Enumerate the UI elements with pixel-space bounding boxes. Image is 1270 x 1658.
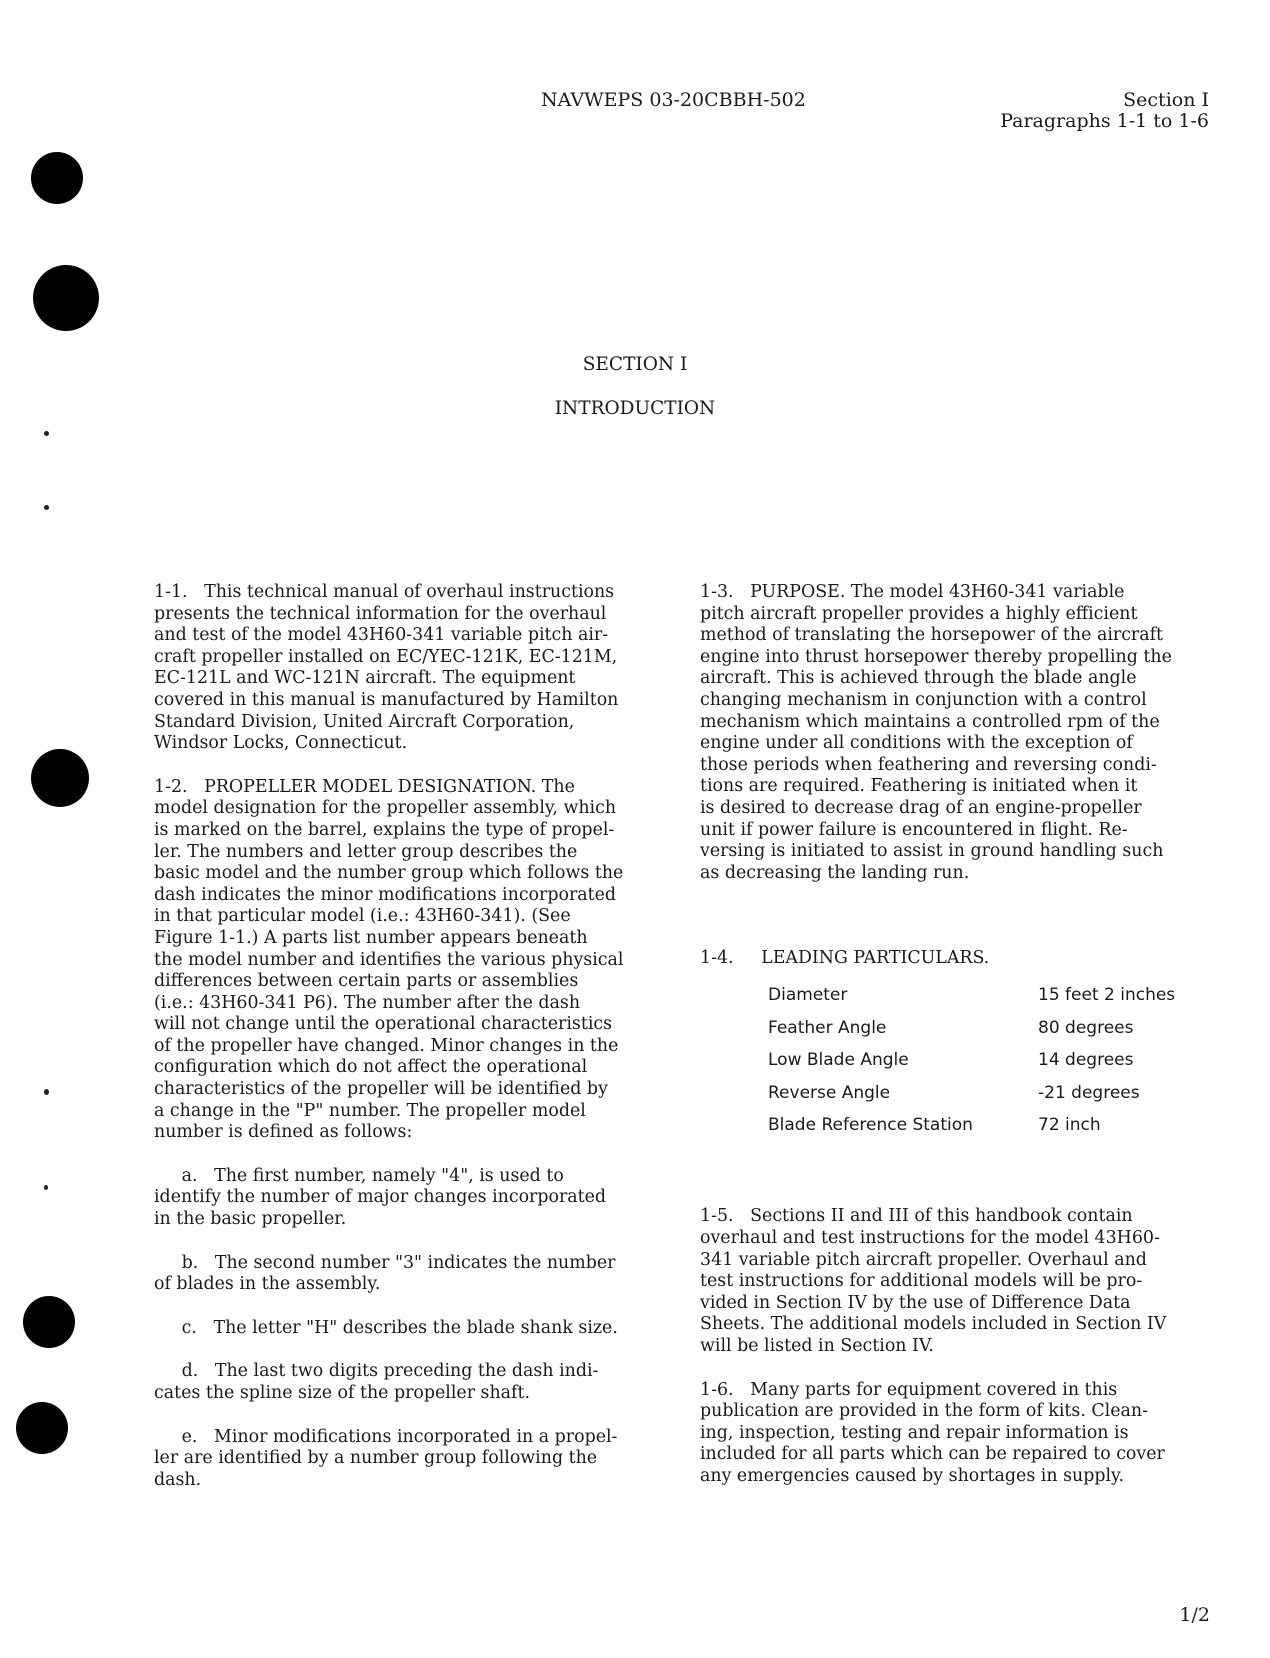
text-line: e. Minor modifications incorporated in a propel- bbox=[154, 1426, 618, 1447]
particular-name: Diameter bbox=[768, 985, 848, 1006]
text-line: those periods when feathering and reversing condi- bbox=[700, 754, 1157, 775]
text-line: in the basic propeller. bbox=[154, 1209, 347, 1230]
text-line: b. The second number "3" indicates the number bbox=[154, 1252, 616, 1273]
text-line: is marked on the barrel, explains the type of propel- bbox=[154, 819, 615, 840]
text-line: and test of the model 43H60-341 variable pitch air- bbox=[154, 625, 609, 646]
paragraph-1-1 bbox=[154, 582, 674, 755]
speck bbox=[44, 1089, 49, 1095]
table-row bbox=[768, 980, 1175, 1013]
section-title: SECTION I bbox=[582, 354, 688, 375]
text-line: presents the technical information for the overhaul bbox=[154, 603, 607, 624]
text-line: 341 variable pitch aircraft propeller. Overhaul and bbox=[700, 1249, 1147, 1270]
text-line: covered in this manual is manufactured by Hamilton bbox=[154, 689, 619, 710]
text-line: cates the spline size of the propeller shaft. bbox=[154, 1383, 531, 1403]
text-line: a. The first number, namely "4", is used to bbox=[154, 1165, 564, 1186]
section-subtitle: INTRODUCTION bbox=[554, 398, 716, 419]
table-row bbox=[768, 1012, 1175, 1045]
particular-name: Low Blade Angle bbox=[768, 1050, 909, 1071]
right-column bbox=[700, 582, 1210, 1510]
text-line: craft propeller installed on EC/YEC-121K, EC-121M, bbox=[154, 646, 618, 667]
text-line: ler. The numbers and letter group describes the bbox=[154, 841, 578, 862]
particular-value: -21 degrees bbox=[1038, 1082, 1140, 1103]
text-line: any emergencies caused by shortages in supply. bbox=[700, 1465, 1125, 1486]
binder-hole-1 bbox=[31, 152, 83, 204]
text-line: test instructions for additional models will be pro- bbox=[700, 1271, 1143, 1292]
text-line: method of translating the horsepower of the aircraft bbox=[700, 625, 1164, 646]
particular-value: 14 degrees bbox=[1038, 1050, 1134, 1071]
text-line: engine into thrust horsepower thereby propelling the bbox=[700, 646, 1172, 667]
text-line: in that particular model (i.e.: 43H60-341). (See bbox=[154, 906, 571, 927]
text-line: identify the number of major changes incorporated bbox=[154, 1187, 607, 1208]
binder-hole-2 bbox=[33, 265, 99, 331]
text-line: c. The letter "H" describes the blade shank size. bbox=[154, 1317, 618, 1338]
text-line: unit if power failure is encountered in flight. Re- bbox=[700, 819, 1128, 840]
text-line: Windsor Locks, Connecticut. bbox=[154, 733, 408, 754]
particular-value: 72 inch bbox=[1038, 1115, 1101, 1136]
item-d bbox=[154, 1361, 674, 1404]
text-line: basic model and the number group which follows the bbox=[154, 863, 624, 884]
speck bbox=[44, 1185, 48, 1190]
text-line: versing is initiated to assist in ground handling such bbox=[700, 841, 1164, 862]
binder-hole-5 bbox=[16, 1402, 68, 1454]
text-line: Sheets. The additional models included in Section IV bbox=[700, 1314, 1167, 1335]
section-reference: Section I bbox=[1123, 89, 1209, 111]
paragraph-1-6 bbox=[700, 1380, 1210, 1488]
text-line: characteristics of the propeller will be identified by bbox=[154, 1079, 608, 1100]
text-line: 1-2. PROPELLER MODEL DESIGNATION. The bbox=[154, 776, 575, 797]
text-line: overhaul and test instructions for the model 43H60- bbox=[700, 1228, 1160, 1248]
paragraph-1-2 bbox=[154, 777, 674, 1144]
text-line: d. The last two digits preceding the dash indi- bbox=[154, 1361, 599, 1382]
text-line: (i.e.: 43H60-341 P6). The number after the dash bbox=[154, 992, 581, 1013]
text-line: ler are identified by a number group following the bbox=[154, 1448, 598, 1469]
item-e bbox=[154, 1427, 674, 1492]
paragraph-1-3 bbox=[700, 582, 1210, 884]
text-line: as decreasing the landing run. bbox=[700, 862, 970, 883]
text-line: 1-3. PURPOSE. The model 43H60-341 variable bbox=[700, 582, 1125, 602]
text-line: mechanism which maintains a controlled rpm of the bbox=[700, 711, 1160, 732]
text-line: publication are provided in the form of kits. Clean- bbox=[700, 1401, 1148, 1422]
text-line: changing mechanism in conjunction with a control bbox=[700, 689, 1147, 710]
item-c bbox=[154, 1318, 674, 1340]
text-line: engine under all conditions with the exception of bbox=[700, 733, 1133, 754]
text-line: Standard Division, United Aircraft Corporation, bbox=[154, 711, 575, 732]
text-line: Figure 1-1.) A parts list number appears beneath bbox=[154, 927, 588, 948]
text-line: dash indicates the minor modifications incorporated bbox=[154, 884, 617, 905]
item-a bbox=[154, 1166, 674, 1231]
text-line: ing, inspection, testing and repair information is bbox=[700, 1422, 1129, 1443]
table-row bbox=[768, 1045, 1175, 1078]
speck bbox=[44, 431, 49, 436]
speck bbox=[44, 505, 49, 510]
text-line: model designation for the propeller assembly, which bbox=[154, 798, 617, 819]
text-line: 1-5. Sections II and III of this handbook contain bbox=[700, 1206, 1133, 1227]
text-line: aircraft. This is achieved through the blade angle bbox=[700, 668, 1137, 689]
text-line: tions are required. Feathering is initiated when it bbox=[700, 776, 1138, 797]
paragraph-reference: Paragraphs 1-1 to 1-6 bbox=[1000, 110, 1209, 132]
particular-name: Reverse Angle bbox=[768, 1082, 891, 1103]
text-line: EC-121L and WC-121N aircraft. The equipment bbox=[154, 668, 576, 689]
text-line: a change in the "P" number. The propeller model bbox=[154, 1100, 586, 1121]
text-line: 1-1. This technical manual of overhaul instructions bbox=[154, 582, 615, 602]
text-line: of blades in the assembly. bbox=[154, 1274, 381, 1295]
page-number: 1/2 bbox=[1179, 1604, 1210, 1626]
paragraph-1-4-heading: 1-4. LEADING PARTICULARS. bbox=[700, 948, 990, 969]
binder-hole-4 bbox=[23, 1296, 75, 1348]
text-line: of the propeller have changed. Minor changes in the bbox=[154, 1035, 619, 1056]
item-b bbox=[154, 1253, 674, 1296]
text-line: dash. bbox=[154, 1469, 202, 1490]
text-line: vided in Section IV by the use of Difference Data bbox=[700, 1292, 1131, 1313]
particular-name: Blade Reference Station bbox=[768, 1115, 973, 1136]
particular-name: Feather Angle bbox=[768, 1017, 887, 1038]
table-row bbox=[768, 1077, 1175, 1110]
particular-value: 80 degrees bbox=[1038, 1017, 1134, 1038]
text-line: included for all parts which can be repaired to cover bbox=[700, 1444, 1165, 1465]
text-line: will be listed in Section IV. bbox=[700, 1335, 934, 1356]
left-column bbox=[154, 582, 674, 1513]
text-line: will not change until the operational characteristics bbox=[154, 1014, 613, 1035]
table-row bbox=[768, 1110, 1175, 1143]
leading-particulars-table bbox=[768, 980, 1175, 1143]
document-number: NAVWEPS 03-20CBBH-502 bbox=[541, 89, 806, 111]
text-line: configuration which do not affect the operational bbox=[154, 1057, 588, 1078]
text-line: the model number and identifies the various physical bbox=[154, 949, 624, 970]
binder-hole-3 bbox=[31, 749, 89, 807]
text-line: 1-6. Many parts for equipment covered in this bbox=[700, 1379, 1118, 1400]
paragraph-1-5 bbox=[700, 1206, 1210, 1357]
particular-value: 15 feet 2 inches bbox=[1038, 985, 1176, 1006]
text-line: number is defined as follows: bbox=[154, 1122, 413, 1143]
text-line: is desired to decrease drag of an engine-propeller bbox=[700, 797, 1142, 818]
text-line: differences between certain parts or assemblies bbox=[154, 971, 579, 992]
text-line: pitch aircraft propeller provides a highly efficient bbox=[700, 603, 1138, 624]
